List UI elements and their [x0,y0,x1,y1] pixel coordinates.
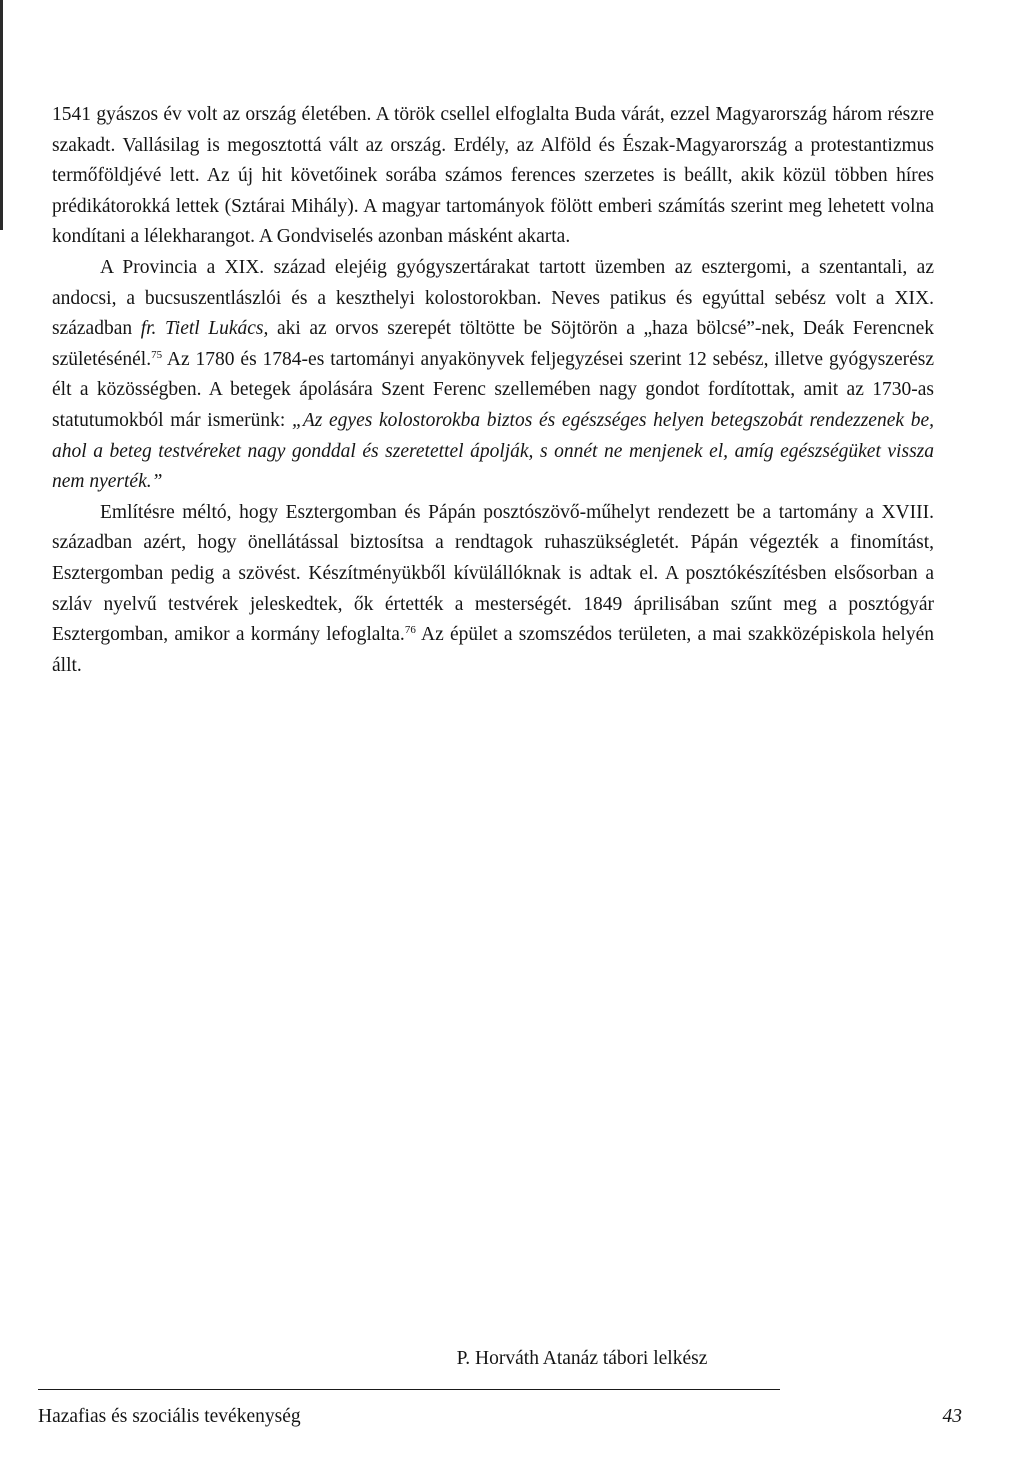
paragraph-2-text-b: aki az orvos szerepét töltötte be Söjtörön a „haza bölcsé”-nek, Deák Ferencnek születésénél. [52,318,934,370]
statute-quote: „Az egyes kolostorokba biztos és egészséges helyen betegszobát rendezzenek be, ahol a beteg testvéreket nagy gonddal és szeretettel ápolják, s onnét ne menjenek el, amíg egészségüket vissza nem nyerték.” [52,409,934,493]
friar-name: fr. Tietl Lukács, [140,318,269,340]
paragraph-1 [52,100,934,253]
footnote-ref-75: 75 [151,348,163,361]
paragraph-2-text-c: Az 1780 és 1784-es tartományi anyakönyvek feljegyzései szerint 12 sebész, illetve gyógyszerész élt a közösségben. A betegek ápolására Szent Ferenc szellemében nagy gondot fordítottak, amit az 1730-as statutumokból már ismerünk: [52,348,934,431]
paragraph-1-text: 1541 gyászos év volt az ország életében. A török csellel elfoglalta Buda várát, ezzel Magyarország három részre szakadt. Vallásilag is megosztottá vált az ország. Erdély, az Alföld és Észak-Magyarország a protestantizmus termőföldjévé lett. Az új hit követőinek sorába számos ferences szerzetes is beállt, akik közül többen híres prédikátorokká lettek (Sztárai Mihály). A magyar tartományok fölött emberi számítás szerint meg lehetett volna kondítani a lélekharangot. A Gondviselés azonban másként akarta. [52,104,934,248]
paragraph-2 [52,253,934,498]
footnote-ref-76: 76 [404,624,416,637]
paragraph-2-text-a: A Provincia a XIX. század elejéig gyógyszertárakat tartott üzemben az esztergomi, a szentantali, az andocsi, a bucsuszentlászlói és a keszthelyi kolostorokban. Neves patikus és egyúttal sebész volt a XIX. században [52,256,934,340]
paragraph-3 [52,498,934,682]
author-signature: P. Horváth Atanáz tábori lelkész [456,1348,708,1369]
paragraph-3-text-b: Az épület a szomszédos területen, a mai szakközépiskola helyén állt. [52,624,934,676]
page-number: 43 [942,1406,962,1427]
scan-edge-mark [0,0,3,230]
footer-divider [38,1389,780,1390]
running-title: Hazafias és szociális tevékenység [38,1406,301,1427]
main-text [52,100,934,681]
paragraph-3-text-a: Említésre méltó, hogy Esztergomban és Pápán posztószövő-műhelyt rendezett be a tartomány a XVIII. században azért, hogy önellátással biztosítsa a rendtagok ruhaszükségletét. Pápán végezték a finomítást, Esztergomban pedig a szövést. Készítményükből kívülállóknak is adtak el. A posztókészítésben elsősorban a szláv nyelvű testvérek jeleskedtek, ők értették a mesterségét. 1849 áprilisában szűnt meg a posztógyár Esztergomban, amikor a kormány lefoglalta. [52,501,934,646]
